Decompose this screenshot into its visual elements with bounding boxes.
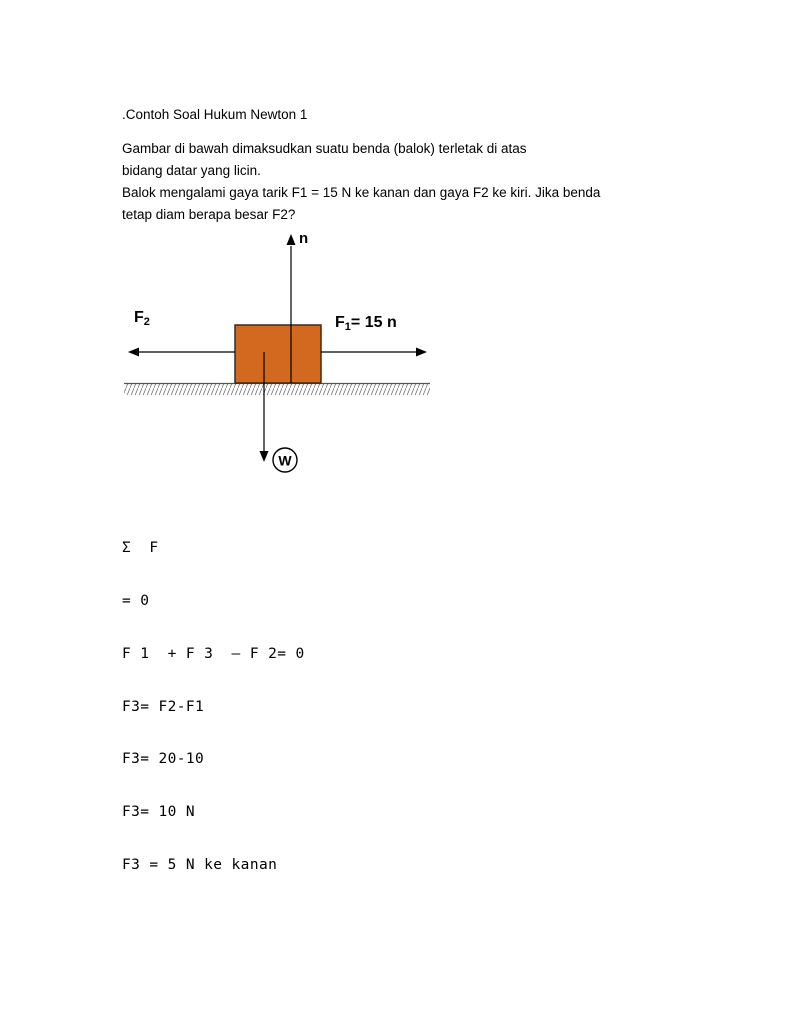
force-diagram-svg — [118, 228, 438, 478]
solution-line: F3= 10 N — [122, 804, 196, 821]
paragraph-line: Balok mengalami gaya tarik F1 = 15 N ke kanan dan gaya F2 ke kiri. Jika benda — [122, 185, 601, 200]
normal-label: n — [299, 230, 309, 247]
solution-line: F 1 + F 3 – F 2= 0 — [122, 645, 305, 662]
f2-label: F2 — [134, 309, 150, 328]
solution-block — [122, 505, 305, 910]
paragraph-line: bidang datar yang licin. — [122, 163, 261, 178]
f2-arrowhead-icon — [128, 348, 139, 357]
solution-line: F3= 20-10 — [122, 751, 205, 768]
block — [235, 325, 321, 383]
force-diagram — [118, 228, 438, 478]
ground-hatching — [124, 384, 430, 395]
f1-arrowhead-icon — [416, 348, 427, 357]
solution-line: F3= F2-F1 — [122, 698, 205, 715]
normal-arrowhead-icon — [287, 234, 296, 245]
solution-line: Σ F — [122, 540, 159, 557]
paragraph-line: Gambar di bawah dimaksudkan suatu benda (balok) terletak di atas — [122, 141, 527, 156]
paragraph-line: tetap diam berapa besar F2? — [122, 207, 296, 222]
f1-label: F1= 15 n — [335, 314, 397, 333]
solution-line: F3 = 5 N ke kanan — [122, 856, 278, 873]
solution-line: = 0 — [122, 592, 150, 609]
weight-label: W — [278, 452, 292, 469]
weight-arrowhead-icon — [260, 451, 269, 462]
page-title: .Contoh Soal Hukum Newton 1 — [122, 107, 308, 122]
